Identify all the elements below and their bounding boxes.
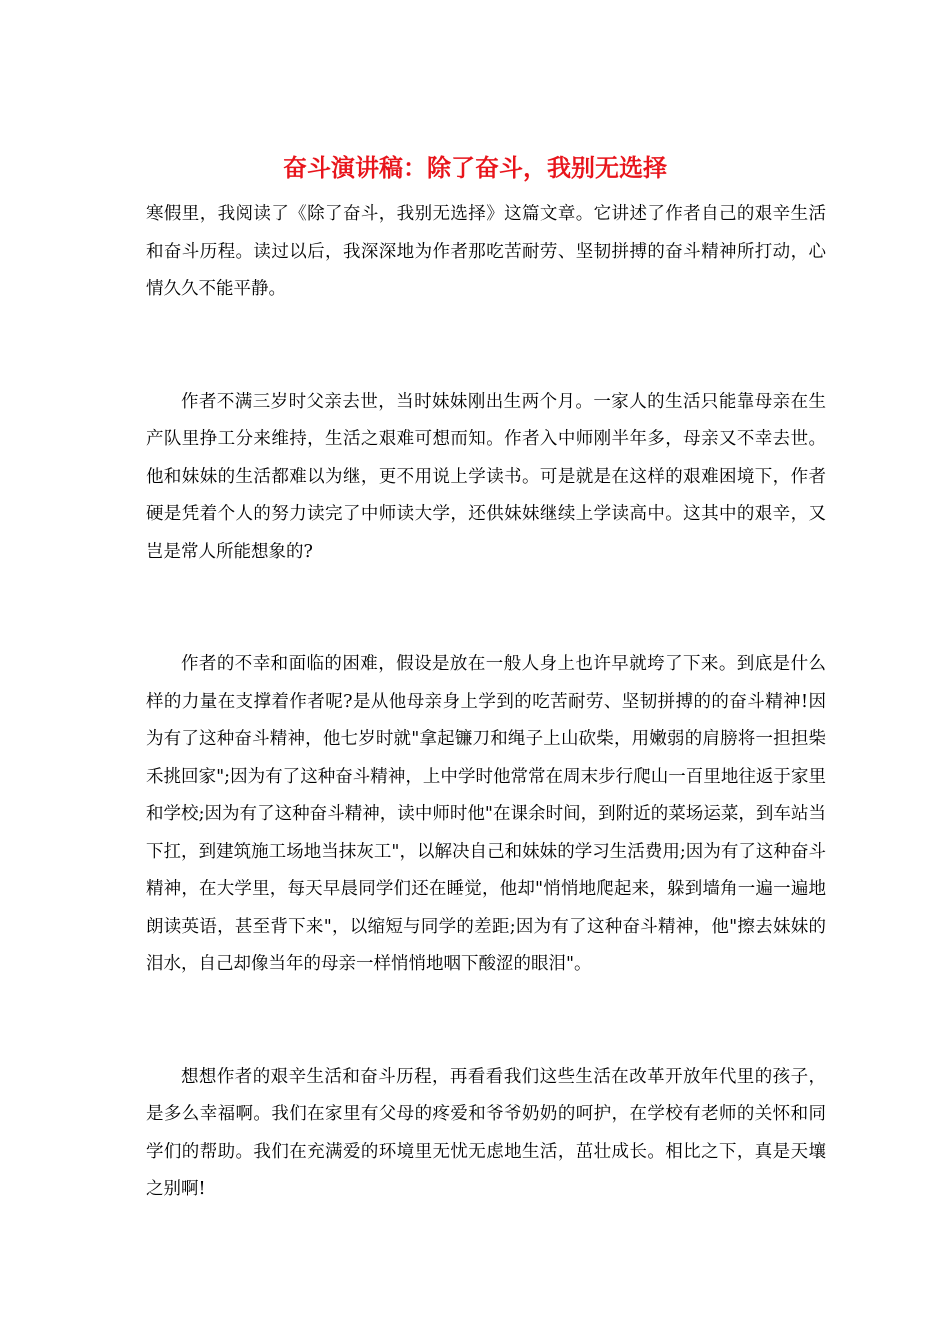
document-title: 奋斗演讲稿：除了奋斗，我别无选择	[283, 154, 667, 182]
paragraph-reflection: 想想作者的艰辛生活和奋斗历程，再看看我们这些生活在改革开放年代里的孩子，是多么幸福啊。我们在家里有父母的疼爱和爷爷奶奶的呵护，在学校有老师的关怀和同学们的帮助。我们在充满爱的环境里无忧无虑地生活，茁壮成长。相比之下，真是天壤之别啊!	[146, 1066, 826, 1199]
paragraph-spacer	[146, 571, 826, 646]
paragraph-spirit: 作者的不幸和面临的困难，假设是放在一般人身上也许早就垮了下来。到底是什么样的力量在支撑着作者呢?是从他母亲身上学到的吃苦耐劳、坚韧拼搏的的奋斗精神!因为有了这种奋斗精神，他七岁时就"拿起镰刀和绳子上山砍柴，用嫩弱的肩膀将一担担柴禾挑回家";因为有了这种奋斗精神，上中学时他常常在周末步行爬山一百里地往返于家里和学校;因为有了这种奋斗精神，读中师时他"在课余时间，到附近的菜场运菜，到车站当下扛，到建筑施工场地当抹灰工"，以解决自己和妹妹的学习生活费用;因为有了这种奋斗精神，在大学里，每天早晨同学们还在睡觉，他却"悄悄地爬起来，躲到墙角一遍一遍地朗读英语，甚至背下来"，以缩短与同学的差距;因为有了这种奋斗精神，他"擦去妹妹的泪水，自己却像当年的母亲一样悄悄地咽下酸涩的眼泪"。	[146, 654, 826, 974]
paragraph-spacer	[146, 309, 826, 384]
paragraph-hardship: 作者不满三岁时父亲去世，当时妹妹刚出生两个月。一家人的生活只能靠母亲在生产队里挣工分来维持，生活之艰难可想而知。作者入中师刚半年多，母亲又不幸去世。他和妹妹的生活都难以为继，更不用说上学读书。可是就是在这样的艰难困境下，作者硬是凭着个人的努力读完了中师读大学，还供妹妹继续上学读高中。这其中的艰辛，又岂是常人所能想象的?	[146, 391, 826, 562]
paragraph-spacer	[146, 984, 826, 1059]
paragraph-intro: 寒假里，我阅读了《除了奋斗，我别无选择》这篇文章。它讲述了作者自己的艰辛生活和奋斗历程。读过以后，我深深地为作者那吃苦耐劳、坚韧拼搏的奋斗精神所打动，心情久久不能平静。	[146, 204, 826, 299]
document-body	[146, 196, 826, 1209]
